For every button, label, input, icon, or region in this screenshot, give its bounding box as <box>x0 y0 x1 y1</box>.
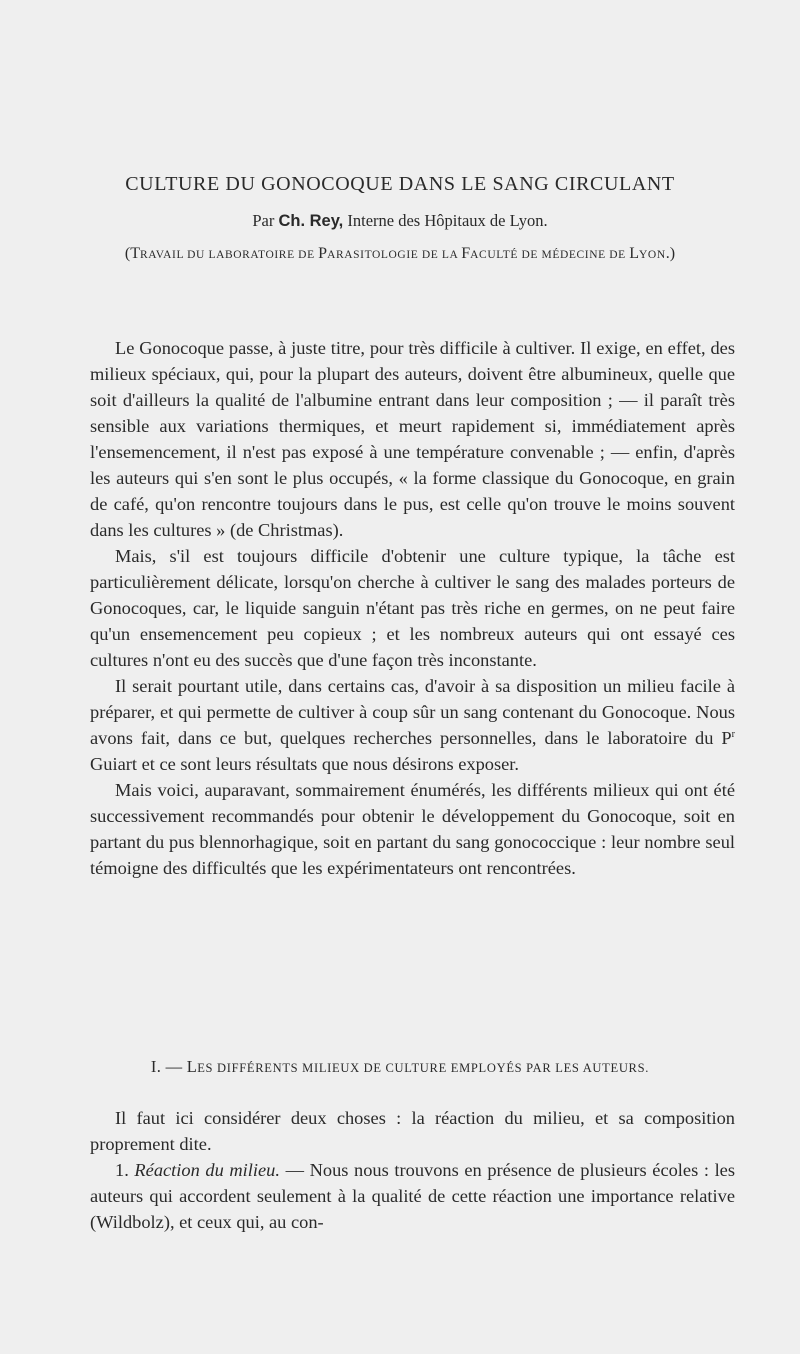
byline-prefix: Par <box>252 211 275 230</box>
affil-part-1: RAVAIL DU LABORATOIRE DE <box>140 249 319 261</box>
affil-cap-t: T <box>130 245 141 262</box>
superscript-r: r <box>731 728 735 740</box>
intro-paragraph-4: Mais voici, auparavant, sommairement énumérés, les différents milieux qui ont été successivement recommandés pour obtenir le développement du Gonocoque, soit en partant du pus blennorhagique, soit en partant du sang gonococcique : leur nombre seul témoigne des difficultés que les expérimentateurs ont rencontrées. <box>90 780 735 878</box>
subsection-title: Réaction du milieu. <box>134 1160 280 1180</box>
section-p2-text: — Nous nous trouvons en présence de plusieurs écoles : les auteurs qui accordent seulement à la qualité de cette réaction une importance relative (Wildbolz), et ceux qui, au con- <box>90 1160 736 1232</box>
affil-part-4: YON <box>639 249 666 261</box>
subsection-number: 1. <box>115 1160 129 1180</box>
affil-cap-f: F <box>461 245 471 262</box>
intro-paragraph-2: Mais, s'il est toujours difficile d'obtenir une culture typique, la tâche est particulièrement délicate, lorsqu'on cherche à cultiver le sang des malades porteurs de Gonocoques, car, le liquide sanguin n'étant pas très riche en germes, on ne peut faire qu'un ensemencement peu copieux ; et les nombreux auteurs qui ont essayé ces cultures n'ont eu des succès que d'une façon très inconstante. <box>90 546 735 670</box>
author-name: Ch. Rey, <box>278 212 344 230</box>
intro-paragraph-1: Le Gonocoque passe, à juste titre, pour très difficile à cultiver. Il exige, en effet, des milieux spéciaux, qui, pour la plupart des auteurs, doivent être albumineux, quelle que soit d'ailleurs la qualité de l'albumine entrant dans leur composition ; — il paraît très sensible aux variations thermiques, et meurt rapidement si, immédiatement après l'ensemencement, il n'est pas exposé à une température convenable ; — enfin, d'après les auteurs qui s'en sont le plus occupés, « la forme classique du Gonocoque, en grain de café, qu'on rencontre toujours dans le pus, est celle qu'on trouve le moins souvent dans les cultures » (de Christmas). <box>90 338 735 540</box>
author-byline <box>0 210 800 232</box>
introduction-body <box>90 335 735 881</box>
affil-close: .) <box>665 245 676 262</box>
intro-p3-text-end: Guiart et ce sont leurs résultats que nous désirons exposer. <box>90 754 520 774</box>
affil-cap-p: P <box>318 245 328 262</box>
intro-paragraph-3 <box>90 673 735 777</box>
affiliation-line <box>0 243 800 266</box>
section-heading-cap: L <box>186 1057 198 1076</box>
section-paragraph-1: Il faut ici considérer deux choses : la réaction du milieu, et sa composition proprement dite. <box>90 1108 735 1154</box>
affil-part-3: ACULTÉ DE MÉDECINE DE <box>470 249 630 261</box>
section-number: I. — <box>150 1057 187 1076</box>
section-paragraph-2 <box>90 1157 735 1235</box>
author-role: Interne des Hôpitaux de Lyon. <box>347 211 548 230</box>
affil-part-2: ARASITOLOGIE DE LA <box>327 249 462 261</box>
affil-cap-l: L <box>629 245 640 262</box>
intro-p3-text: Il serait pourtant utile, dans certains cas, d'avoir à sa disposition un milieu facile à préparer, et qui permette de cultiver à coup sûr un sang contenant du Gonocoque. Nous avons fait, dans ce but, quelques recherches personnelles, dans le laboratoire du P <box>90 676 735 748</box>
section-heading <box>0 1056 800 1079</box>
section-body <box>90 1105 735 1235</box>
section-heading-text: ES DIFFÉRENTS MILIEUX DE CULTURE EMPLOYÉS PAR LES AUTEURS. <box>197 1061 650 1075</box>
article-title: CULTURE DU GONOCOQUE DANS LE SANG CIRCULANT <box>125 173 675 195</box>
affil-open: ( <box>124 245 131 262</box>
